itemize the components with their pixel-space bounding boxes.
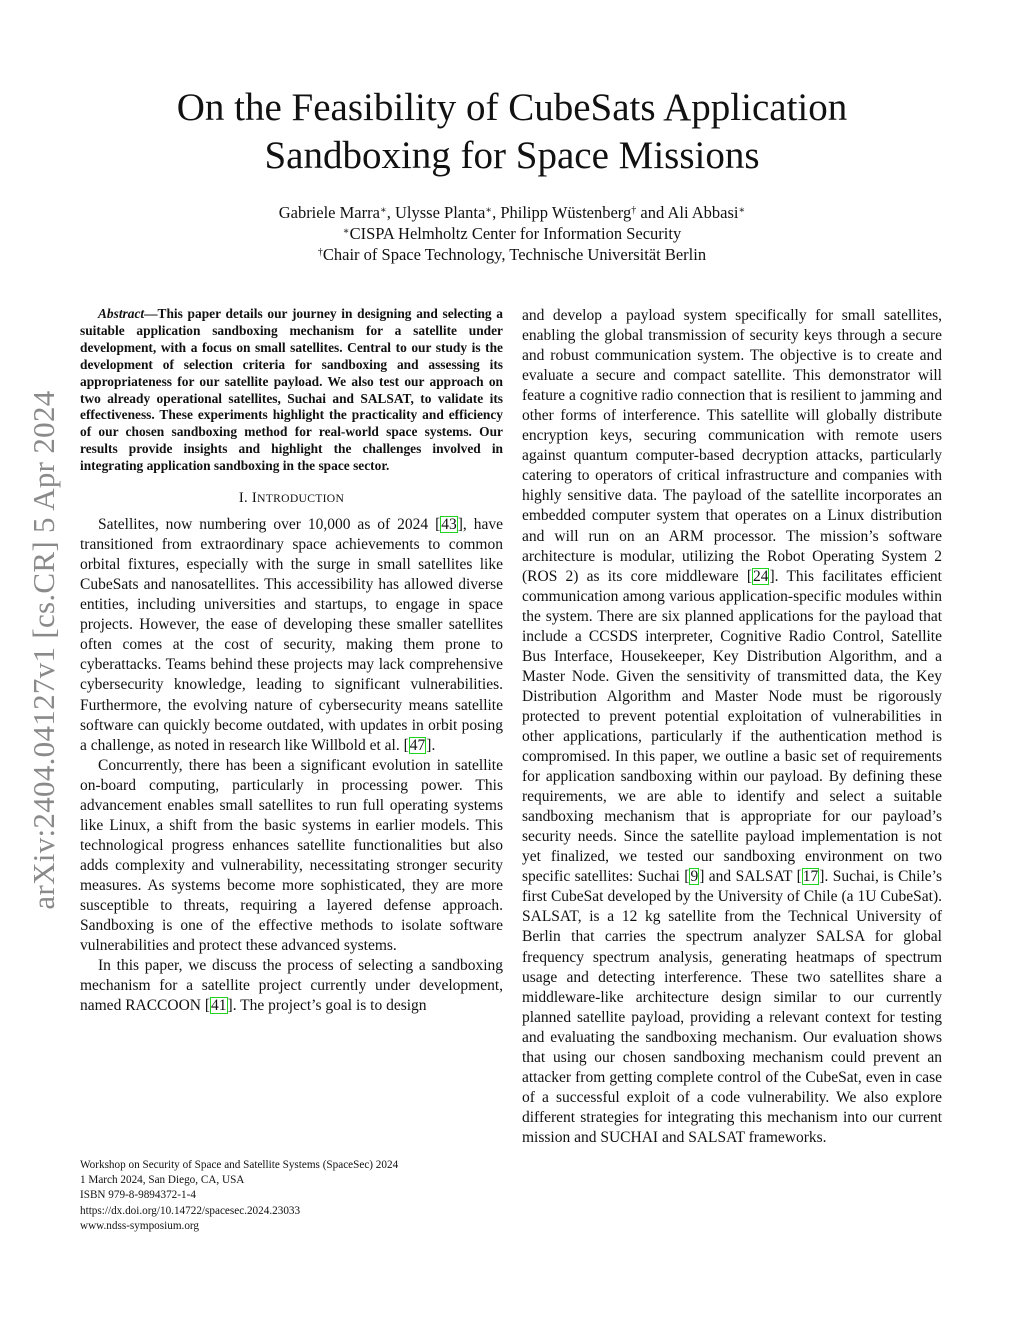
affiliation-mark: ∗: [485, 205, 493, 216]
author-list: Gabriele Marra∗, Ulysse Planta∗, Philipp Wüstenberg† and Ali Abbasi∗: [278, 203, 746, 222]
author-block: [100, 202, 924, 265]
paragraph-text: ]. The project’s goal is to design: [227, 997, 427, 1015]
abstract-lead: Abstract: [98, 306, 145, 321]
affiliation-mark: †: [317, 247, 323, 258]
website-link[interactable]: www.ndss-symposium.org: [80, 1219, 200, 1232]
citation-link[interactable]: 43: [441, 516, 457, 534]
affiliation-text: CISPA Helmholtz Center for Information Security: [349, 224, 682, 243]
affiliation-mark: ∗: [342, 226, 350, 237]
section-heading-introduction: [80, 488, 503, 509]
footnote-line: ISBN 979-8-9894372-1-4: [80, 1189, 196, 1202]
paragraph-text: ]. Suchai, is Chile’s first CubeSat developed by the University of Chile (a 1U CubeSat). SALSAT, is a 12 kg satellite from the Technical University of Berlin that carries the spectrum analyzer SALSA for global frequency spectrum analysis, generating heatmaps of spectrum usage and detecting interference. These two satellites share a middleware-like architecture design similar to our currently planned satellite payload, providing a relevant context for testing and evaluating the sandboxing mechanism. Our evaluation shows that using our chosen sandboxing mechanism could prevent an attacker from getting complete control of the CubeSat, even in case of a successful exploit of a code vulnerability. We also explore different strategies for integrating this mechanism into our current mission and SUCHAI and SALSAT frameworks.: [522, 868, 942, 1146]
venue-footnote: [80, 1158, 398, 1234]
paragraph-text: ]. This facilitates efficient communication among various application-specific modules within the system. There are six planned applications for the payload that include a CCSDS interpreter, Cognitive Radio Control, Satellite Bus Interface, Housekeeper, Key Distribution Algorithm, and a Master Node. Given the sensitivity of transmitted data, the Key Distribution Algorithm and Master Node must be rigorously protected to prevent potential exploitation of vulnerabilities in other applications, particularly if the authentication method is compromised. In this paper, we outline a basic set of requirements for application sandboxing within our payload. By defining these requirements, we are able to identify and select a suitable sandboxing mechanism that is appropriate for our payload’s security needs. Since the satellite payload implementation is not yet finalized, we tested our sandboxing environment on two specific satellites: Suchai [: [522, 567, 942, 886]
affiliation-1: [100, 223, 924, 244]
author-name: Philipp Wüstenberg: [500, 203, 632, 222]
paragraph: [80, 956, 503, 1016]
paragraph-text: In this paper, we discuss the process of selecting a sandboxing mechanism for a satellite project currently under development, named RACCOON [: [80, 957, 503, 1015]
abstract-text: —This paper details our journey in designing and selecting a suitable application sandboxing mechanism for a satellite under development, with a focus on small satellites. Central to our study is the development of selection criteria for sandboxing and assessing its appropriateness for our satellite payload. We also test our approach on two already operational satellites, Suchai and SALSAT, to validate its effectiveness. These experiments highlight the practicality and efficiency of our chosen sandboxing method for real-world space systems. Our results provide insights and highlight the challenges involved in integrating application sandboxing in the space sector.: [80, 306, 503, 474]
author-name: Gabriele Marra: [278, 203, 380, 222]
paragraph-text: ] and SALSAT [: [699, 868, 802, 886]
citation-link[interactable]: 47: [409, 736, 426, 754]
paragraph-text: and develop a payload system specifically for small satellites, enabling the global transmission of security keys through a secure and robust communication system. The objective is to create and evaluate a secure and compact satellite. This demonstrator will feature a cognitive radio connection that is resilient to jamming and other forms of interference. This satellite will globally distribute encryption keys, securing communication with remote users against quantum computer-based decryption attacks, particularly catering to operators of critical infrastructure and companies with highly sensitive data. The payload of the satellite incorporates an embedded computer system that operates on a Linux distribution and will run on an ARM processor. The mission’s software architecture is modular, utilizing the Robot Operating System 2 (ROS 2) as its core middleware [: [522, 307, 942, 585]
author-name: Ali Abbasi: [667, 203, 739, 222]
affiliation-mark: ∗: [379, 205, 387, 216]
author-conjunction: and: [636, 203, 668, 222]
paragraph: [522, 306, 942, 1148]
paragraph: [80, 515, 503, 756]
right-column: [522, 306, 942, 1148]
section-title-rest: NTRODUCTION: [257, 492, 345, 506]
citation-link[interactable]: 41: [211, 997, 227, 1015]
citation-link[interactable]: 9: [690, 868, 699, 886]
paragraph: Concurrently, there has been a significant evolution in satellite on-board computing, particularly in processing power. This advancement enables small satellites to run full operating systems like Linux, a shift from the basic systems in earlier models. This technological progress enhances satellite functionalities but also adds complexity and vulnerability, necessitating stronger security measures. As systems become more sophisticated, they are more susceptible to threats, requiring a layered defense approach. Sandboxing is one of the effective methods to isolate software vulnerabilities and protect these advanced systems.: [80, 756, 503, 955]
left-column: [80, 306, 503, 1016]
paper-title: [100, 84, 924, 180]
affiliation-2: [100, 244, 924, 265]
author-name: Ulysse Planta: [394, 203, 486, 222]
arxiv-stamp-text: arXiv:2404.04127v1 [cs.CR] 5 Apr 2024: [26, 390, 61, 910]
footnote-line: Workshop on Security of Space and Satellite Systems (SpaceSec) 2024: [80, 1159, 399, 1171]
paragraph-text: ].: [426, 736, 436, 754]
affiliation-text: Chair of Space Technology, Technische Universität Berlin: [322, 245, 707, 264]
affiliation-mark: †: [631, 205, 637, 216]
section-title-initial: I: [251, 490, 258, 507]
footnote-line: 1 March 2024, San Diego, CA, USA: [80, 1174, 245, 1187]
affiliation-mark: ∗: [738, 205, 746, 216]
arxiv-stamp: [24, 360, 64, 940]
paragraph-text: ], have transitioned from extraordinary space achievements to common orbital fixtures, especially with the surge in small satellites like CubeSats and nanosatellites. This accessibility has allowed diverse entities, including universities and startups, to engage in space projects. However, the ease of developing these smaller satellites often comes at the cost of security, making them prone to cyberattacks. Teams behind these projects may lack comprehensive cybersecurity knowledge, leading to significant vulnerabilities. Furthermore, the evolving nature of cybersecurity means satellite software can quickly become outdated, with updates in orbit posing a challenge, as noted in research like Willbold et al. [: [80, 516, 504, 754]
citation-link[interactable]: 24: [752, 567, 769, 585]
title-line-2: Sandboxing for Space Missions: [264, 134, 760, 177]
citation-link[interactable]: 17: [802, 868, 819, 886]
title-line-1: On the Feasibility of CubeSats Application: [176, 86, 848, 129]
section-number: I.: [238, 490, 248, 507]
doi-link[interactable]: https://dx.doi.org/10.14722/spacesec.2024.23033: [80, 1204, 301, 1217]
paragraph-text: Satellites, now numbering over 10,000 as of 2024 [: [98, 516, 441, 534]
abstract: [80, 306, 503, 475]
